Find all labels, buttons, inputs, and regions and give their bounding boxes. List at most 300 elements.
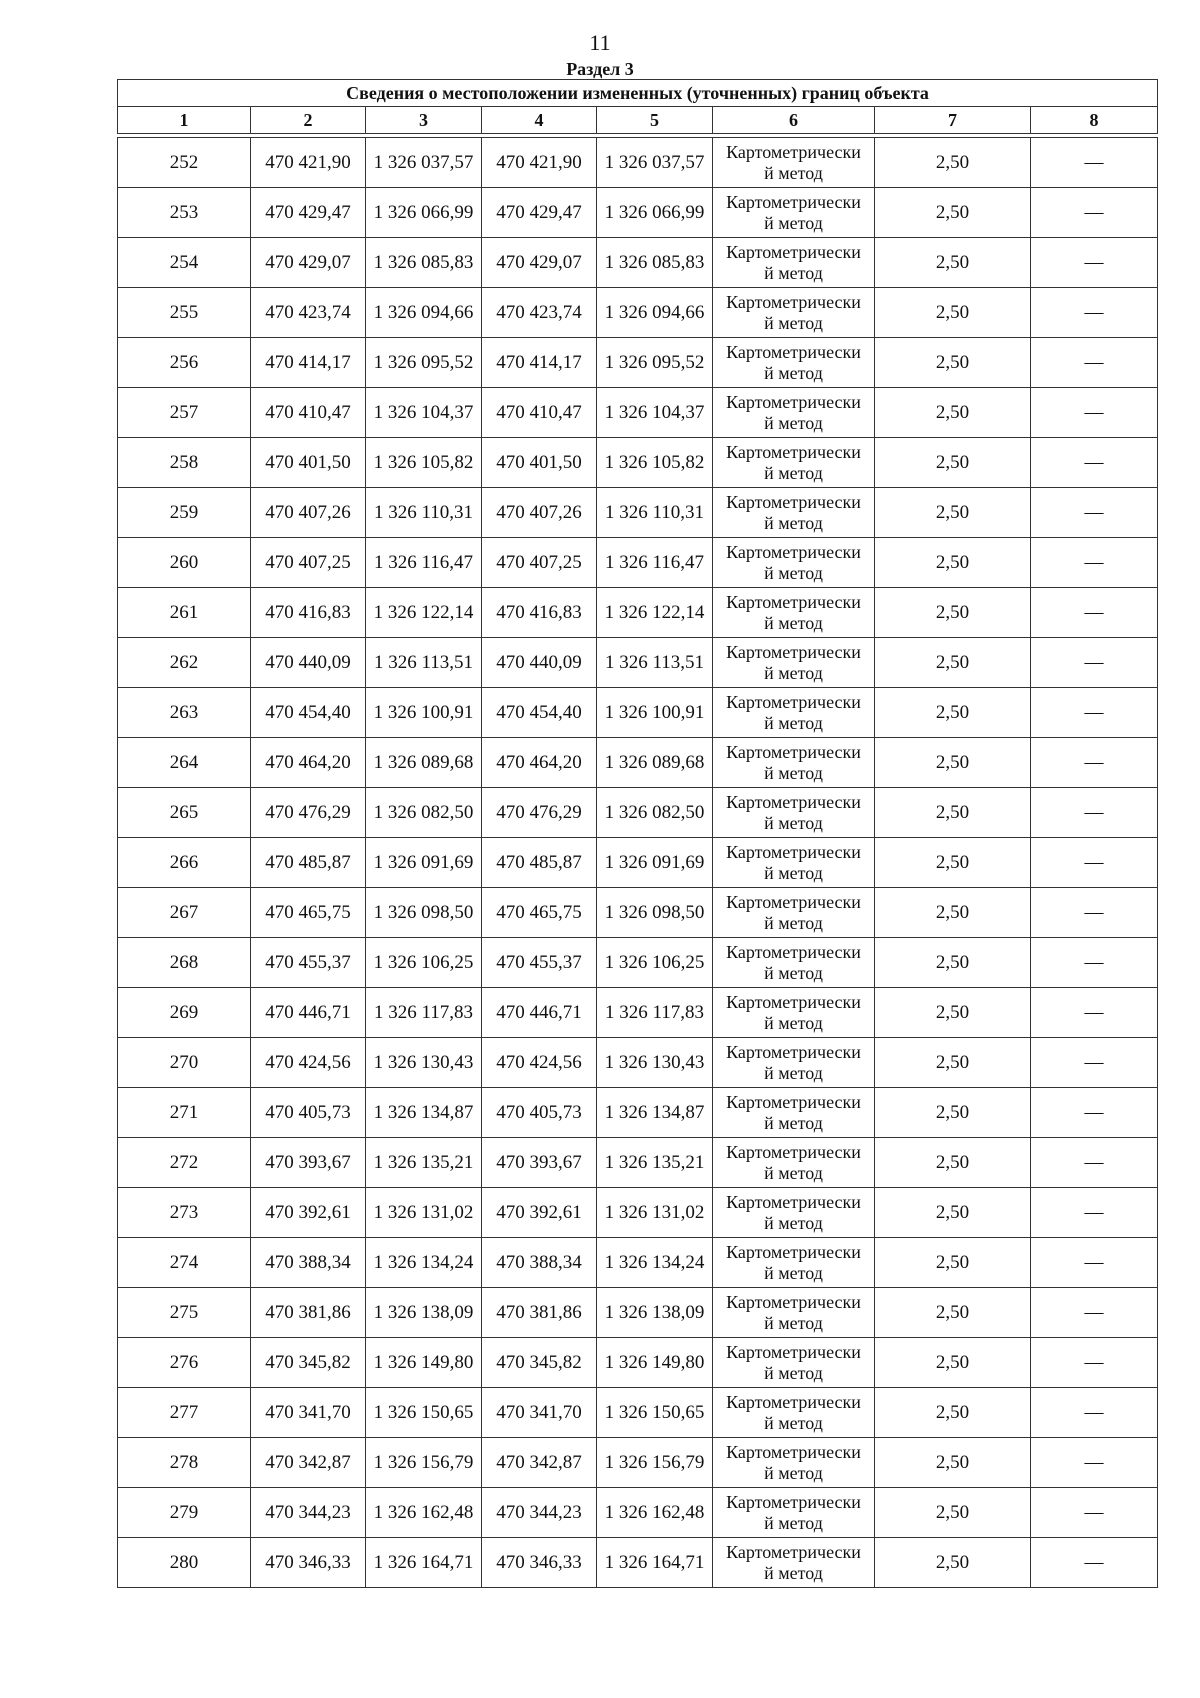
cell-method	[713, 1038, 875, 1088]
cell-n: 252	[118, 138, 251, 188]
cell-x1: 470 405,73	[251, 1088, 366, 1138]
cell-y1: 1 326 138,09	[366, 1288, 482, 1338]
cell-x2: 470 416,83	[482, 588, 597, 638]
table-row	[118, 1188, 1158, 1238]
cell-method	[713, 1388, 875, 1438]
cell-method	[713, 788, 875, 838]
cell-x1: 470 446,71	[251, 988, 366, 1038]
column-number: 7	[875, 107, 1031, 134]
cell-x1: 470 416,83	[251, 588, 366, 638]
cell-x1: 470 407,25	[251, 538, 366, 588]
cell-y2: 1 326 110,31	[597, 488, 713, 538]
cell-x1: 470 392,61	[251, 1188, 366, 1238]
cell-x2: 470 388,34	[482, 1238, 597, 1288]
cell-desc: —	[1031, 1338, 1158, 1388]
cell-y1: 1 326 117,83	[366, 988, 482, 1038]
cell-x2: 470 341,70	[482, 1388, 597, 1438]
cell-n: 278	[118, 1438, 251, 1488]
method-line1: Картометрически	[726, 641, 861, 662]
table-row	[118, 1338, 1158, 1388]
table-row	[118, 588, 1158, 638]
table-row	[118, 1388, 1158, 1438]
method-line2: й метод	[764, 1062, 823, 1083]
cell-acc: 2,50	[875, 138, 1031, 188]
cell-acc: 2,50	[875, 838, 1031, 888]
cell-x1: 470 454,40	[251, 688, 366, 738]
method-line2: й метод	[764, 912, 823, 933]
cell-method	[713, 338, 875, 388]
method-line2: й метод	[764, 1412, 823, 1433]
method-line1: Картометрически	[726, 291, 861, 312]
cell-y1: 1 326 150,65	[366, 1388, 482, 1438]
cell-x2: 470 454,40	[482, 688, 597, 738]
cell-acc: 2,50	[875, 788, 1031, 838]
cell-y2: 1 326 122,14	[597, 588, 713, 638]
method-line1: Картометрически	[726, 1541, 861, 1562]
cell-acc: 2,50	[875, 1138, 1031, 1188]
cell-x1: 470 424,56	[251, 1038, 366, 1088]
cell-y2: 1 326 094,66	[597, 288, 713, 338]
cell-acc: 2,50	[875, 1538, 1031, 1588]
cell-x1: 470 464,20	[251, 738, 366, 788]
method-line2: й метод	[764, 1562, 823, 1583]
method-line1: Картометрически	[726, 1041, 861, 1062]
cell-y2: 1 326 150,65	[597, 1388, 713, 1438]
cell-y2: 1 326 113,51	[597, 638, 713, 688]
table-row	[118, 1038, 1158, 1088]
cell-n: 276	[118, 1338, 251, 1388]
method-line2: й метод	[764, 862, 823, 883]
cell-desc: —	[1031, 588, 1158, 638]
cell-x1: 470 341,70	[251, 1388, 366, 1438]
column-number: 1	[118, 107, 251, 134]
cell-method	[713, 738, 875, 788]
cell-y1: 1 326 134,87	[366, 1088, 482, 1138]
cell-desc: —	[1031, 1438, 1158, 1488]
cell-method	[713, 188, 875, 238]
table-row	[118, 938, 1158, 988]
cell-desc: —	[1031, 438, 1158, 488]
method-line1: Картометрически	[726, 841, 861, 862]
cell-n: 259	[118, 488, 251, 538]
cell-y1: 1 326 091,69	[366, 838, 482, 888]
cell-x1: 470 401,50	[251, 438, 366, 488]
cell-desc: —	[1031, 1238, 1158, 1288]
cell-y2: 1 326 162,48	[597, 1488, 713, 1538]
cell-x2: 470 485,87	[482, 838, 597, 888]
cell-x2: 470 344,23	[482, 1488, 597, 1538]
cell-y1: 1 326 135,21	[366, 1138, 482, 1188]
cell-x2: 470 465,75	[482, 888, 597, 938]
cell-method	[713, 1438, 875, 1488]
table-row	[118, 288, 1158, 338]
method-line2: й метод	[764, 1462, 823, 1483]
cell-desc: —	[1031, 288, 1158, 338]
method-line2: й метод	[764, 412, 823, 433]
cell-y2: 1 326 138,09	[597, 1288, 713, 1338]
cell-n: 265	[118, 788, 251, 838]
method-line1: Картометрически	[726, 1191, 861, 1212]
method-line2: й метод	[764, 812, 823, 833]
method-line1: Картометрически	[726, 741, 861, 762]
cell-method	[713, 638, 875, 688]
cell-desc: —	[1031, 1088, 1158, 1138]
table-row	[118, 988, 1158, 1038]
cell-x2: 470 424,56	[482, 1038, 597, 1088]
method-line2: й метод	[764, 1112, 823, 1133]
cell-y1: 1 326 105,82	[366, 438, 482, 488]
cell-x1: 470 346,33	[251, 1538, 366, 1588]
cell-n: 255	[118, 288, 251, 338]
cell-y2: 1 326 106,25	[597, 938, 713, 988]
column-number: 5	[597, 107, 713, 134]
cell-method	[713, 588, 875, 638]
cell-desc: —	[1031, 1538, 1158, 1588]
cell-y2: 1 326 037,57	[597, 138, 713, 188]
cell-desc: —	[1031, 888, 1158, 938]
cell-method	[713, 438, 875, 488]
cell-y2: 1 326 100,91	[597, 688, 713, 738]
cell-n: 262	[118, 638, 251, 688]
cell-y2: 1 326 156,79	[597, 1438, 713, 1488]
method-line2: й метод	[764, 1212, 823, 1233]
cell-x1: 470 393,67	[251, 1138, 366, 1188]
cell-x1: 470 388,34	[251, 1238, 366, 1288]
cell-n: 253	[118, 188, 251, 238]
cell-y1: 1 326 149,80	[366, 1338, 482, 1388]
cell-y2: 1 326 104,37	[597, 388, 713, 438]
cell-acc: 2,50	[875, 1038, 1031, 1088]
method-line1: Картометрически	[726, 491, 861, 512]
method-line1: Картометрически	[726, 891, 861, 912]
cell-n: 280	[118, 1538, 251, 1588]
cell-desc: —	[1031, 1488, 1158, 1538]
table-row	[118, 188, 1158, 238]
table-row	[118, 738, 1158, 788]
cell-n: 274	[118, 1238, 251, 1288]
cell-acc: 2,50	[875, 1488, 1031, 1538]
cell-acc: 2,50	[875, 288, 1031, 338]
method-line2: й метод	[764, 312, 823, 333]
cell-y2: 1 326 149,80	[597, 1338, 713, 1388]
method-line2: й метод	[764, 762, 823, 783]
cell-x1: 470 407,26	[251, 488, 366, 538]
cell-x2: 470 401,50	[482, 438, 597, 488]
cell-desc: —	[1031, 338, 1158, 388]
column-number: 2	[251, 107, 366, 134]
cell-x1: 470 381,86	[251, 1288, 366, 1338]
method-line1: Картометрически	[726, 141, 861, 162]
cell-method	[713, 1088, 875, 1138]
cell-y2: 1 326 134,87	[597, 1088, 713, 1138]
cell-x2: 470 407,26	[482, 488, 597, 538]
table-row	[118, 488, 1158, 538]
cell-method	[713, 1188, 875, 1238]
cell-y2: 1 326 134,24	[597, 1238, 713, 1288]
cell-method	[713, 888, 875, 938]
cell-y1: 1 326 098,50	[366, 888, 482, 938]
cell-desc: —	[1031, 1038, 1158, 1088]
cell-y1: 1 326 164,71	[366, 1538, 482, 1588]
table-row	[118, 338, 1158, 388]
cell-desc: —	[1031, 1188, 1158, 1238]
method-line2: й метод	[764, 1262, 823, 1283]
method-line2: й метод	[764, 1362, 823, 1383]
method-line2: й метод	[764, 262, 823, 283]
cell-y2: 1 326 089,68	[597, 738, 713, 788]
column-number-row	[118, 107, 1158, 134]
method-line1: Картометрически	[726, 1141, 861, 1162]
cell-x2: 470 455,37	[482, 938, 597, 988]
cell-acc: 2,50	[875, 338, 1031, 388]
cell-desc: —	[1031, 938, 1158, 988]
cell-y1: 1 326 156,79	[366, 1438, 482, 1488]
cell-x1: 470 344,23	[251, 1488, 366, 1538]
method-line1: Картометрически	[726, 341, 861, 362]
cell-y2: 1 326 082,50	[597, 788, 713, 838]
method-line1: Картометрически	[726, 1391, 861, 1412]
method-line1: Картометрически	[726, 241, 861, 262]
cell-n: 279	[118, 1488, 251, 1538]
cell-x2: 470 345,82	[482, 1338, 597, 1388]
cell-x2: 470 393,67	[482, 1138, 597, 1188]
cell-acc: 2,50	[875, 238, 1031, 288]
cell-acc: 2,50	[875, 438, 1031, 488]
table-row	[118, 138, 1158, 188]
cell-x2: 470 407,25	[482, 538, 597, 588]
cell-x2: 470 381,86	[482, 1288, 597, 1338]
cell-x2: 470 346,33	[482, 1538, 597, 1588]
cell-n: 258	[118, 438, 251, 488]
method-line1: Картометрически	[726, 191, 861, 212]
method-line2: й метод	[764, 662, 823, 683]
cell-desc: —	[1031, 138, 1158, 188]
cell-n: 277	[118, 1388, 251, 1438]
table-row	[118, 1488, 1158, 1538]
cell-acc: 2,50	[875, 1238, 1031, 1288]
cell-x2: 470 410,47	[482, 388, 597, 438]
table-row	[118, 388, 1158, 438]
cell-acc: 2,50	[875, 938, 1031, 988]
cell-x1: 470 342,87	[251, 1438, 366, 1488]
method-line1: Картометрически	[726, 391, 861, 412]
cell-x2: 470 440,09	[482, 638, 597, 688]
cell-n: 275	[118, 1288, 251, 1338]
coordinates-table	[117, 79, 1158, 1588]
cell-method	[713, 488, 875, 538]
method-line1: Картометрически	[726, 791, 861, 812]
method-line2: й метод	[764, 362, 823, 383]
cell-x2: 470 421,90	[482, 138, 597, 188]
method-line1: Картометрически	[726, 541, 861, 562]
cell-n: 269	[118, 988, 251, 1038]
cell-x1: 470 345,82	[251, 1338, 366, 1388]
method-line2: й метод	[764, 712, 823, 733]
table-row	[118, 888, 1158, 938]
cell-x2: 470 342,87	[482, 1438, 597, 1488]
cell-y1: 1 326 100,91	[366, 688, 482, 738]
cell-n: 266	[118, 838, 251, 888]
column-number: 6	[713, 107, 875, 134]
cell-acc: 2,50	[875, 1188, 1031, 1238]
cell-y2: 1 326 085,83	[597, 238, 713, 288]
cell-acc: 2,50	[875, 638, 1031, 688]
cell-x2: 470 423,74	[482, 288, 597, 338]
column-number: 3	[366, 107, 482, 134]
cell-n: 271	[118, 1088, 251, 1138]
cell-desc: —	[1031, 838, 1158, 888]
page-number: 11	[589, 30, 611, 55]
cell-desc: —	[1031, 1388, 1158, 1438]
cell-n: 261	[118, 588, 251, 638]
cell-n: 270	[118, 1038, 251, 1088]
cell-n: 267	[118, 888, 251, 938]
cell-x1: 470 476,29	[251, 788, 366, 838]
cell-y1: 1 326 122,14	[366, 588, 482, 638]
cell-y2: 1 326 066,99	[597, 188, 713, 238]
method-line2: й метод	[764, 162, 823, 183]
cell-desc: —	[1031, 788, 1158, 838]
method-line2: й метод	[764, 1312, 823, 1333]
cell-method	[713, 1488, 875, 1538]
cell-desc: —	[1031, 488, 1158, 538]
cell-method	[713, 1538, 875, 1588]
cell-method	[713, 1338, 875, 1388]
cell-n: 273	[118, 1188, 251, 1238]
cell-y1: 1 326 134,24	[366, 1238, 482, 1288]
method-line2: й метод	[764, 512, 823, 533]
cell-n: 268	[118, 938, 251, 988]
cell-n: 256	[118, 338, 251, 388]
method-line1: Картометрически	[726, 441, 861, 462]
table-title-row	[118, 80, 1158, 107]
cell-y1: 1 326 066,99	[366, 188, 482, 238]
cell-x1: 470 485,87	[251, 838, 366, 888]
cell-x2: 470 392,61	[482, 1188, 597, 1238]
cell-desc: —	[1031, 238, 1158, 288]
cell-x2: 470 429,47	[482, 188, 597, 238]
cell-n: 264	[118, 738, 251, 788]
method-line2: й метод	[764, 1512, 823, 1533]
method-line2: й метод	[764, 562, 823, 583]
cell-method	[713, 988, 875, 1038]
cell-acc: 2,50	[875, 1088, 1031, 1138]
cell-n: 263	[118, 688, 251, 738]
cell-desc: —	[1031, 388, 1158, 438]
table-body	[118, 138, 1158, 1588]
cell-y1: 1 326 089,68	[366, 738, 482, 788]
cell-y1: 1 326 082,50	[366, 788, 482, 838]
cell-y2: 1 326 131,02	[597, 1188, 713, 1238]
column-number: 8	[1031, 107, 1158, 134]
cell-y1: 1 326 116,47	[366, 538, 482, 588]
column-number: 4	[482, 107, 597, 134]
cell-desc: —	[1031, 188, 1158, 238]
method-line1: Картометрически	[726, 991, 861, 1012]
method-line2: й метод	[764, 462, 823, 483]
cell-x2: 470 405,73	[482, 1088, 597, 1138]
cell-method	[713, 688, 875, 738]
cell-y1: 1 326 085,83	[366, 238, 482, 288]
cell-y1: 1 326 106,25	[366, 938, 482, 988]
method-line1: Картометрически	[726, 1241, 861, 1262]
cell-method	[713, 538, 875, 588]
cell-y1: 1 326 113,51	[366, 638, 482, 688]
cell-y2: 1 326 091,69	[597, 838, 713, 888]
cell-method	[713, 1238, 875, 1288]
cell-acc: 2,50	[875, 988, 1031, 1038]
cell-x2: 470 429,07	[482, 238, 597, 288]
method-line2: й метод	[764, 1012, 823, 1033]
cell-y1: 1 326 095,52	[366, 338, 482, 388]
cell-x2: 470 464,20	[482, 738, 597, 788]
cell-x1: 470 410,47	[251, 388, 366, 438]
cell-acc: 2,50	[875, 1338, 1031, 1388]
table-row	[118, 688, 1158, 738]
cell-method	[713, 1288, 875, 1338]
method-line1: Картометрически	[726, 591, 861, 612]
cell-x1: 470 414,17	[251, 338, 366, 388]
cell-method	[713, 138, 875, 188]
cell-acc: 2,50	[875, 1388, 1031, 1438]
table-row	[118, 538, 1158, 588]
cell-x2: 470 476,29	[482, 788, 597, 838]
table-row	[118, 1088, 1158, 1138]
table-title: Сведения о местоположении измененных (уточненных) границ объекта	[118, 80, 1158, 107]
cell-method	[713, 938, 875, 988]
cell-n: 260	[118, 538, 251, 588]
cell-method	[713, 288, 875, 338]
method-line1: Картометрически	[726, 691, 861, 712]
section-title: Раздел 3	[566, 59, 634, 79]
cell-method	[713, 388, 875, 438]
cell-y1: 1 326 162,48	[366, 1488, 482, 1538]
cell-y1: 1 326 094,66	[366, 288, 482, 338]
cell-y1: 1 326 104,37	[366, 388, 482, 438]
cell-y1: 1 326 130,43	[366, 1038, 482, 1088]
cell-y1: 1 326 037,57	[366, 138, 482, 188]
cell-y2: 1 326 164,71	[597, 1538, 713, 1588]
table-row	[118, 238, 1158, 288]
cell-x1: 470 421,90	[251, 138, 366, 188]
method-line1: Картометрически	[726, 1491, 861, 1512]
cell-x1: 470 440,09	[251, 638, 366, 688]
cell-acc: 2,50	[875, 488, 1031, 538]
method-line2: й метод	[764, 612, 823, 633]
table-row	[118, 1288, 1158, 1338]
cell-method	[713, 1138, 875, 1188]
cell-y2: 1 326 116,47	[597, 538, 713, 588]
cell-y2: 1 326 098,50	[597, 888, 713, 938]
cell-y1: 1 326 131,02	[366, 1188, 482, 1238]
cell-method	[713, 238, 875, 288]
cell-x2: 470 446,71	[482, 988, 597, 1038]
cell-n: 257	[118, 388, 251, 438]
method-line2: й метод	[764, 962, 823, 983]
cell-desc: —	[1031, 738, 1158, 788]
method-line1: Картометрически	[726, 1441, 861, 1462]
cell-x2: 470 414,17	[482, 338, 597, 388]
method-line1: Картометрически	[726, 1291, 861, 1312]
cell-x1: 470 455,37	[251, 938, 366, 988]
cell-acc: 2,50	[875, 688, 1031, 738]
cell-desc: —	[1031, 538, 1158, 588]
cell-acc: 2,50	[875, 388, 1031, 438]
table-row	[118, 1238, 1158, 1288]
cell-y2: 1 326 135,21	[597, 1138, 713, 1188]
table-row	[118, 638, 1158, 688]
cell-x1: 470 465,75	[251, 888, 366, 938]
